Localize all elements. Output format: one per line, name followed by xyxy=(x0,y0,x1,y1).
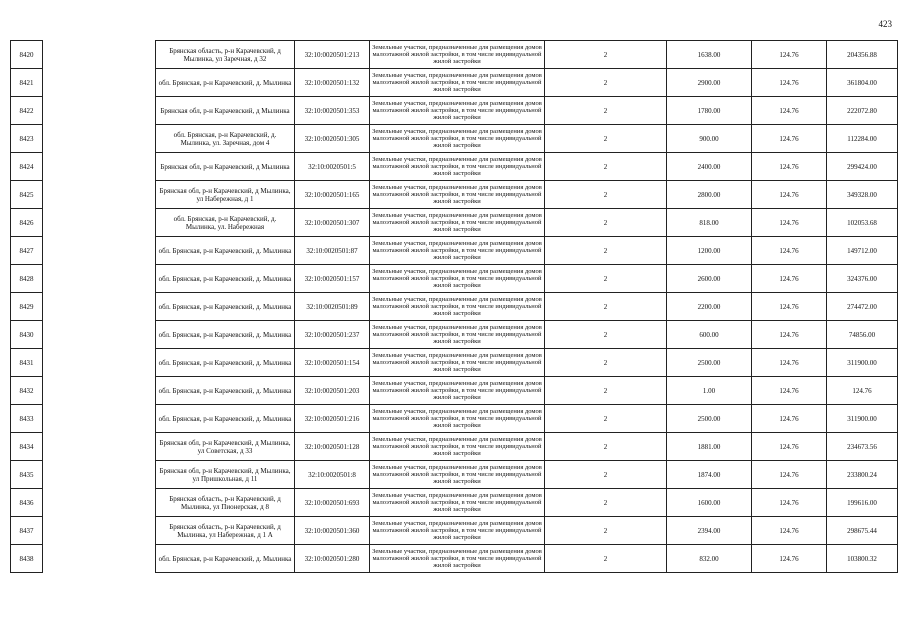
area-cell: 2600.00 xyxy=(667,265,752,293)
row-number-row xyxy=(11,237,43,265)
row-number-row xyxy=(11,153,43,181)
area-cell: 1881.00 xyxy=(667,433,752,461)
cadastral-number-cell: 32:10:0020501:213 xyxy=(295,41,370,69)
address-cell: обл. Брянская, р-н Карачевский, д. Мылинка xyxy=(156,69,295,97)
specific-value-cell: 124.76 xyxy=(752,517,827,545)
land-category-cell: Земельные участки, предназначенные для размещения домов малоэтажной жилой застройки, в том числе индивидуальной жилой застройки xyxy=(370,489,545,517)
address-cell: Брянская обл, р-н Карачевский, д Мылинка, ул Пришкольная, д 11 xyxy=(156,461,295,489)
row-number-cell: 8429 xyxy=(11,293,43,321)
cadastral-number-cell: 32:10:0020501:5 xyxy=(295,153,370,181)
row-number-row xyxy=(11,349,43,377)
table-row xyxy=(156,433,898,461)
address-cell: обл. Брянская, р-н Карачевский, д. Мылинка xyxy=(156,349,295,377)
group-cell: 2 xyxy=(545,321,667,349)
cadastral-number-cell: 32:10:0020501:305 xyxy=(295,125,370,153)
land-category-cell: Земельные участки, предназначенные для размещения домов малоэтажной жилой застройки, в том числе индивидуальной жилой застройки xyxy=(370,237,545,265)
row-number-row xyxy=(11,97,43,125)
specific-value-cell: 124.76 xyxy=(752,237,827,265)
cadastral-value-cell: 233800.24 xyxy=(827,461,898,489)
area-cell: 2394.00 xyxy=(667,517,752,545)
table-row xyxy=(156,321,898,349)
cadastral-number-cell: 32:10:0020501:693 xyxy=(295,489,370,517)
land-category-cell: Земельные участки, предназначенные для размещения домов малоэтажной жилой застройки, в том числе индивидуальной жилой застройки xyxy=(370,321,545,349)
cadastral-value-cell: 74856.00 xyxy=(827,321,898,349)
group-cell: 2 xyxy=(545,265,667,293)
cadastral-value-cell: 298675.44 xyxy=(827,517,898,545)
specific-value-cell: 124.76 xyxy=(752,461,827,489)
address-cell: Брянская обл, р-н Карачевский, д Мылинка xyxy=(156,153,295,181)
area-cell: 2500.00 xyxy=(667,405,752,433)
page-number: 423 xyxy=(878,19,892,29)
table-row xyxy=(156,405,898,433)
group-cell: 2 xyxy=(545,349,667,377)
cadastral-number-cell: 32:10:0020501:165 xyxy=(295,181,370,209)
address-cell: обл. Брянская, р-н Карачевский, д. Мылинка xyxy=(156,265,295,293)
specific-value-cell: 124.76 xyxy=(752,293,827,321)
row-number-cell: 8434 xyxy=(11,433,43,461)
cadastral-value-cell: 311900.00 xyxy=(827,349,898,377)
area-cell: 2800.00 xyxy=(667,181,752,209)
specific-value-cell: 124.76 xyxy=(752,377,827,405)
address-cell: Брянская область, р-н Карачевский, д Мылинка, ул Заречная, д 32 xyxy=(156,41,295,69)
cadastral-number-cell: 32:10:0020501:8 xyxy=(295,461,370,489)
row-number-cell: 8436 xyxy=(11,489,43,517)
group-cell: 2 xyxy=(545,69,667,97)
row-number-cell: 8435 xyxy=(11,461,43,489)
group-cell: 2 xyxy=(545,377,667,405)
cadastral-number-cell: 32:10:0020501:203 xyxy=(295,377,370,405)
specific-value-cell: 124.76 xyxy=(752,489,827,517)
table-row xyxy=(156,517,898,545)
group-cell: 2 xyxy=(545,97,667,125)
cadastral-value-cell: 361804.00 xyxy=(827,69,898,97)
specific-value-cell: 124.76 xyxy=(752,153,827,181)
area-cell: 1600.00 xyxy=(667,489,752,517)
cadastral-number-cell: 32:10:0020501:132 xyxy=(295,69,370,97)
table-row xyxy=(156,545,898,573)
row-number-row xyxy=(11,293,43,321)
address-cell: обл. Брянская, р-н Карачевский, д. Мылинка xyxy=(156,405,295,433)
address-cell: обл. Брянская, р-н Карачевский, д. Мылинка xyxy=(156,237,295,265)
group-cell: 2 xyxy=(545,545,667,573)
land-category-cell: Земельные участки, предназначенные для размещения домов малоэтажной жилой застройки, в том числе индивидуальной жилой застройки xyxy=(370,265,545,293)
cadastral-value-cell: 234673.56 xyxy=(827,433,898,461)
table-row xyxy=(156,265,898,293)
row-number-cell: 8423 xyxy=(11,125,43,153)
address-cell: обл. Брянская, р-н Карачевский, д. Мылинка, ул. Заречная, дом 4 xyxy=(156,125,295,153)
area-cell: 600.00 xyxy=(667,321,752,349)
address-cell: Брянская область, р-н Карачевский, д Мылинка, ул Пионерская, д 8 xyxy=(156,489,295,517)
land-plots-table xyxy=(155,40,898,573)
row-number-cell: 8433 xyxy=(11,405,43,433)
area-cell: 1.00 xyxy=(667,377,752,405)
area-cell: 2500.00 xyxy=(667,349,752,377)
land-category-cell: Земельные участки, предназначенные для размещения домов малоэтажной жилой застройки, в том числе индивидуальной жилой застройки xyxy=(370,405,545,433)
cadastral-number-cell: 32:10:0020501:154 xyxy=(295,349,370,377)
group-cell: 2 xyxy=(545,41,667,69)
specific-value-cell: 124.76 xyxy=(752,69,827,97)
area-cell: 832.00 xyxy=(667,545,752,573)
cadastral-number-cell: 32:10:0020501:353 xyxy=(295,97,370,125)
row-number-cell: 8438 xyxy=(11,545,43,573)
area-cell: 2400.00 xyxy=(667,153,752,181)
group-cell: 2 xyxy=(545,293,667,321)
group-cell: 2 xyxy=(545,209,667,237)
row-number-cell: 8437 xyxy=(11,517,43,545)
area-cell: 1638.00 xyxy=(667,41,752,69)
row-number-cell: 8426 xyxy=(11,209,43,237)
group-cell: 2 xyxy=(545,461,667,489)
area-cell: 2900.00 xyxy=(667,69,752,97)
cadastral-number-cell: 32:10:0020501:216 xyxy=(295,405,370,433)
row-number-table xyxy=(10,40,43,573)
specific-value-cell: 124.76 xyxy=(752,349,827,377)
land-category-cell: Земельные участки, предназначенные для размещения домов малоэтажной жилой застройки, в том числе индивидуальной жилой застройки xyxy=(370,377,545,405)
group-cell: 2 xyxy=(545,517,667,545)
row-number-cell: 8428 xyxy=(11,265,43,293)
specific-value-cell: 124.76 xyxy=(752,405,827,433)
row-number-cell: 8427 xyxy=(11,237,43,265)
table-row xyxy=(156,377,898,405)
row-number-row xyxy=(11,545,43,573)
cadastral-value-cell: 103800.32 xyxy=(827,545,898,573)
row-number-cell: 8420 xyxy=(11,41,43,69)
group-cell: 2 xyxy=(545,433,667,461)
cadastral-value-cell: 349328.00 xyxy=(827,181,898,209)
land-category-cell: Земельные участки, предназначенные для размещения домов малоэтажной жилой застройки, в том числе индивидуальной жилой застройки xyxy=(370,433,545,461)
land-category-cell: Земельные участки, предназначенные для размещения домов малоэтажной жилой застройки, в том числе индивидуальной жилой застройки xyxy=(370,97,545,125)
specific-value-cell: 124.76 xyxy=(752,265,827,293)
table-row xyxy=(156,125,898,153)
group-cell: 2 xyxy=(545,125,667,153)
row-number-cell: 8422 xyxy=(11,97,43,125)
table-row xyxy=(156,41,898,69)
address-cell: обл. Брянская, р-н Карачевский, д. Мылинка, ул. Набережная xyxy=(156,209,295,237)
area-cell: 900.00 xyxy=(667,125,752,153)
specific-value-cell: 124.76 xyxy=(752,545,827,573)
row-number-row xyxy=(11,517,43,545)
specific-value-cell: 124.76 xyxy=(752,125,827,153)
table-row xyxy=(156,209,898,237)
row-number-row xyxy=(11,321,43,349)
row-number-cell: 8430 xyxy=(11,321,43,349)
cadastral-value-cell: 324376.00 xyxy=(827,265,898,293)
cadastral-value-cell: 222072.80 xyxy=(827,97,898,125)
cadastral-value-cell: 112284.00 xyxy=(827,125,898,153)
address-cell: обл. Брянская, р-н Карачевский, д. Мылинка xyxy=(156,377,295,405)
row-number-cell: 8432 xyxy=(11,377,43,405)
specific-value-cell: 124.76 xyxy=(752,97,827,125)
land-category-cell: Земельные участки, предназначенные для размещения домов малоэтажной жилой застройки, в том числе индивидуальной жилой застройки xyxy=(370,517,545,545)
cadastral-number-cell: 32:10:0020501:360 xyxy=(295,517,370,545)
row-number-row xyxy=(11,461,43,489)
row-number-row xyxy=(11,377,43,405)
specific-value-cell: 124.76 xyxy=(752,41,827,69)
address-cell: обл. Брянская, р-н Карачевский, д. Мылинка xyxy=(156,321,295,349)
area-cell: 1874.00 xyxy=(667,461,752,489)
land-category-cell: Земельные участки, предназначенные для размещения домов малоэтажной жилой застройки, в том числе индивидуальной жилой застройки xyxy=(370,181,545,209)
area-cell: 1200.00 xyxy=(667,237,752,265)
land-category-cell: Земельные участки, предназначенные для размещения домов малоэтажной жилой застройки, в том числе индивидуальной жилой застройки xyxy=(370,461,545,489)
table-row xyxy=(156,153,898,181)
group-cell: 2 xyxy=(545,489,667,517)
row-number-cell: 8431 xyxy=(11,349,43,377)
cadastral-number-cell: 32:10:0020501:157 xyxy=(295,265,370,293)
land-category-cell: Земельные участки, предназначенные для размещения домов малоэтажной жилой застройки, в том числе индивидуальной жилой застройки xyxy=(370,125,545,153)
table-row xyxy=(156,97,898,125)
specific-value-cell: 124.76 xyxy=(752,181,827,209)
address-cell: Брянская обл, р-н Карачевский, д Мылинка xyxy=(156,97,295,125)
cadastral-number-cell: 32:10:0020501:128 xyxy=(295,433,370,461)
cadastral-value-cell: 102053.68 xyxy=(827,209,898,237)
area-cell: 818.00 xyxy=(667,209,752,237)
row-number-row xyxy=(11,181,43,209)
group-cell: 2 xyxy=(545,153,667,181)
group-cell: 2 xyxy=(545,405,667,433)
row-number-row xyxy=(11,41,43,69)
group-cell: 2 xyxy=(545,181,667,209)
row-number-cell: 8424 xyxy=(11,153,43,181)
cadastral-number-cell: 32:10:0020501:307 xyxy=(295,209,370,237)
table-row xyxy=(156,69,898,97)
address-cell: обл. Брянская, р-н Карачевский, д. Мылинка xyxy=(156,545,295,573)
land-category-cell: Земельные участки, предназначенные для размещения домов малоэтажной жилой застройки, в том числе индивидуальной жилой застройки xyxy=(370,41,545,69)
row-number-row xyxy=(11,69,43,97)
table-row xyxy=(156,293,898,321)
row-number-cell: 8421 xyxy=(11,69,43,97)
area-cell: 1780.00 xyxy=(667,97,752,125)
cadastral-value-cell: 299424.00 xyxy=(827,153,898,181)
land-category-cell: Земельные участки, предназначенные для размещения домов малоэтажной жилой застройки, в том числе индивидуальной жилой застройки xyxy=(370,69,545,97)
land-category-cell: Земельные участки, предназначенные для размещения домов малоэтажной жилой застройки, в том числе индивидуальной жилой застройки xyxy=(370,349,545,377)
cadastral-number-cell: 32:10:0020501:237 xyxy=(295,321,370,349)
cadastral-value-cell: 311900.00 xyxy=(827,405,898,433)
row-number-row xyxy=(11,265,43,293)
cadastral-value-cell: 204356.88 xyxy=(827,41,898,69)
table-row xyxy=(156,181,898,209)
land-category-cell: Земельные участки, предназначенные для размещения домов малоэтажной жилой застройки, в том числе индивидуальной жилой застройки xyxy=(370,293,545,321)
cadastral-number-cell: 32:10:0020501:280 xyxy=(295,545,370,573)
address-cell: Брянская обл, р-н Карачевский, д Мылинка, ул Советская, д 33 xyxy=(156,433,295,461)
table-row xyxy=(156,349,898,377)
land-category-cell: Земельные участки, предназначенные для размещения домов малоэтажной жилой застройки, в том числе индивидуальной жилой застройки xyxy=(370,209,545,237)
table-row xyxy=(156,237,898,265)
specific-value-cell: 124.76 xyxy=(752,321,827,349)
cadastral-value-cell: 149712.00 xyxy=(827,237,898,265)
group-cell: 2 xyxy=(545,237,667,265)
table-row xyxy=(156,461,898,489)
cadastral-number-cell: 32:10:0020501:87 xyxy=(295,237,370,265)
area-cell: 2200.00 xyxy=(667,293,752,321)
address-cell: Брянская обл, р-н Карачевский, д Мылинка, ул Набережная, д 1 xyxy=(156,181,295,209)
specific-value-cell: 124.76 xyxy=(752,433,827,461)
cadastral-value-cell: 199616.00 xyxy=(827,489,898,517)
cadastral-value-cell: 274472.00 xyxy=(827,293,898,321)
cadastral-value-cell: 124.76 xyxy=(827,377,898,405)
row-number-row xyxy=(11,209,43,237)
row-number-row xyxy=(11,405,43,433)
row-number-row xyxy=(11,125,43,153)
row-number-cell: 8425 xyxy=(11,181,43,209)
address-cell: обл. Брянская, р-н Карачевский, д. Мылинка xyxy=(156,293,295,321)
land-category-cell: Земельные участки, предназначенные для размещения домов малоэтажной жилой застройки, в том числе индивидуальной жилой застройки xyxy=(370,545,545,573)
table-row xyxy=(156,489,898,517)
row-number-row xyxy=(11,433,43,461)
row-number-row xyxy=(11,489,43,517)
land-category-cell: Земельные участки, предназначенные для размещения домов малоэтажной жилой застройки, в том числе индивидуальной жилой застройки xyxy=(370,153,545,181)
specific-value-cell: 124.76 xyxy=(752,209,827,237)
cadastral-number-cell: 32:10:0020501:89 xyxy=(295,293,370,321)
address-cell: Брянская область, р-н Карачевский, д Мылинка, ул Набережная, д 1 А xyxy=(156,517,295,545)
